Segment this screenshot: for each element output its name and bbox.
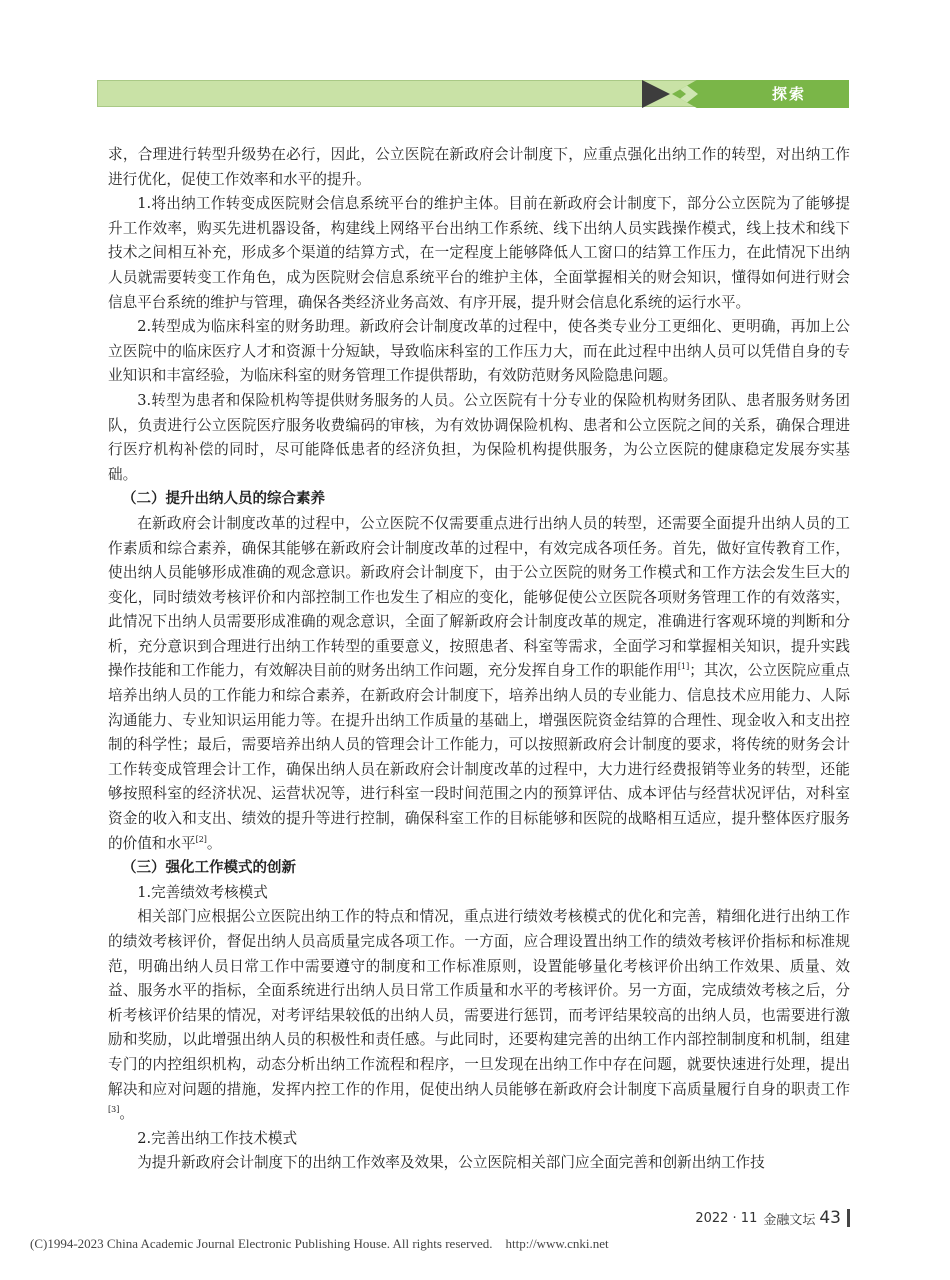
issue-date: 2022 · 11 — [695, 1210, 758, 1226]
page-number: 43 — [819, 1208, 841, 1228]
paragraph-text: 。 — [206, 834, 222, 852]
paragraph: 为提升新政府会计制度下的出纳工作效率及效果，公立医院相关部门应全面完善和创新出纳工作技 — [137, 1154, 765, 1172]
citation-ref: [3] — [108, 1105, 120, 1115]
paragraph-text: ；其次，公立医院应重点培养出纳人员的工作能力和综合素养，在新政府会计制度下，培养出纳人员的专业能力、信息技术应用能力、人际沟通能力、专业知识运用能力等。在提升出纳工作质量的基础上，增强医院资金结算的合理性、现金收入和支出控制的科学性；最后，需要培养出纳人员的管理会计工作能力，可以按照新政府会计制度的要求，将传统的财务会计工作转变成管理会计工作，确保出纳人员在新政府会计制度改革的过程中，大力进行经费报销等业务的转型，还能够按照科室的经济状况、运营状况等，进行科室一段时间范围之内的预算评估、成本评估与经营状况评估，对科室资金的收入和支出、绩效的提升等进行控制，确保科室工作的目标能够和医院的战略相互适应，提升整体医疗服务的价值和水平 — [108, 662, 850, 852]
paragraph: 2.转型成为临床科室的财务助理。新政府会计制度改革的过程中，使各类专业分工更细化、更明确，再加上公立医院中的临床医疗人才和资源十分短缺，导致临床科室的工作压力大，而在此过程中出纳人员可以凭借自身的专业知识和丰富经验，为临床科室的财务管理工作提供帮助，有效防范财务风险隐患问题。 — [108, 318, 850, 385]
section-heading: （三）强化工作模式的创新 — [122, 860, 296, 877]
paragraph-text: 在新政府会计制度改革的过程中，公立医院不仅需要重点进行出纳人员的转型，还需要全面提升出纳人员的工作素质和综合素养，确保其能够在新政府会计制度改革的过程中，有效完成各项任务。首先，做好宣传教育工作，使出纳人员能够形成准确的观念意识。新政府会计制度下，由于公立医院的财务工作模式和工作方法会发生巨大的变化，同时绩效考核评价和内部控制工作也发生了相应的变化，能够促使公立医院各项财务管理工作的有效落实，此情况下出纳人员需要形成准确的观念意识，全面了解新政府会计制度改革的规定，准确进行客观环境的判断和分析，充分意识到合理进行出纳工作转型的重要意义，按照患者、科室等需求，全面学习和掌握相关知识，提升实践操作技能和工作能力，有效解决目前的财务出纳工作问题，充分发挥自身工作的职能作用 — [108, 514, 850, 680]
subsection-title: 2.完善出纳工作技术模式 — [137, 1129, 298, 1147]
citation-ref: [2] — [195, 834, 207, 844]
paragraph — [108, 512, 850, 856]
citation-ref: [1] — [677, 662, 690, 672]
paragraph: 求，合理进行转型升级势在必行，因此，公立医院在新政府会计制度下，应重点强化出纳工作的转型，对出纳工作进行优化，促使工作效率和水平的提升。 — [108, 146, 850, 188]
section-label: 探索 — [772, 85, 807, 103]
subsection-title: 1.完善绩效考核模式 — [137, 883, 268, 901]
page-footer — [695, 1206, 850, 1230]
journal-name: 金融文坛 — [763, 1212, 816, 1228]
paragraph: 3.转型为患者和保险机构等提供财务服务的人员。公立医院有十分专业的保险机构财务团队、患者服务财务团队，负责进行公立医院医疗服务收费编码的审核，为有效协调保险机构、患者和公立医院之间的关系，确保合理进行医疗机构补偿的同时，尽可能降低患者的经济负担，为保险机构提供服务，为公立医院的健康稳定发展夯实基础。 — [108, 391, 850, 483]
copyright-notice: (C)1994-2023 China Academic Journal Electronic Publishing House. All rights reserved. http://www.cnki.net — [30, 1236, 609, 1251]
paragraph-text: 。 — [119, 1105, 134, 1123]
footer-bar-icon — [847, 1209, 850, 1227]
section-heading: （二）提升出纳人员的综合素养 — [122, 491, 325, 508]
paragraph-text: 相关部门应根据公立医院出纳工作的特点和情况，重点进行绩效考核模式的优化和完善，精细化进行出纳工作的绩效考核评价，督促出纳人员高质量完成各项工作。一方面，应合理设置出纳工作的绩效考核评价指标和标准规范，明确出纳人员日常工作中需要遵守的制度和工作标准原则，设置能够量化考核评价出纳工作效果、质量、效益、服务水平的指标，全面系统进行出纳人员日常工作质量和水平的考核评价。另一方面，完成绩效考核之后，分析考核评价结果的情况，对考评结果较低的出纳人员，需要进行惩罚，而考评结果较高的出纳人员，也需要进行激励和奖励，以此增强出纳人员的积极性和责任感。与此同时，还要构建完善的出纳工作内部控制制度和机制，组建专门的内控组织机构，动态分析出纳工作流程和程序，一旦发现在出纳工作中存在问题，就要快速进行处理，提出解决和应对问题的措施，发挥内控工作的作用，促使出纳人员能够在新政府会计制度下高质量履行自身的职责工作 — [108, 908, 850, 1098]
article-body — [108, 143, 850, 1176]
paragraph: 1.将出纳工作转变成医院财会信息系统平台的维护主体。目前在新政府会计制度下，部分公立医院为了能够提升工作效率，购买先进机器设备，构建线上网络平台出纳工作系统、线下出纳人员实践操作模式，线上技术和线下技术之间相互补充，形成多个渠道的结算方式，在一定程度上能够降低人工窗口的结算工作压力，在此情况下出纳人员就需要转变工作角色，成为医院财会信息系统平台的维护主体，全面掌握相关的财会知识，懂得如何进行财会信息平台系统的维护与管理，确保各类经济业务高效、有序开展，提升财会信息化系统的运行水平。 — [108, 195, 850, 311]
paragraph — [108, 905, 850, 1126]
header-arrow-icon — [642, 80, 670, 108]
